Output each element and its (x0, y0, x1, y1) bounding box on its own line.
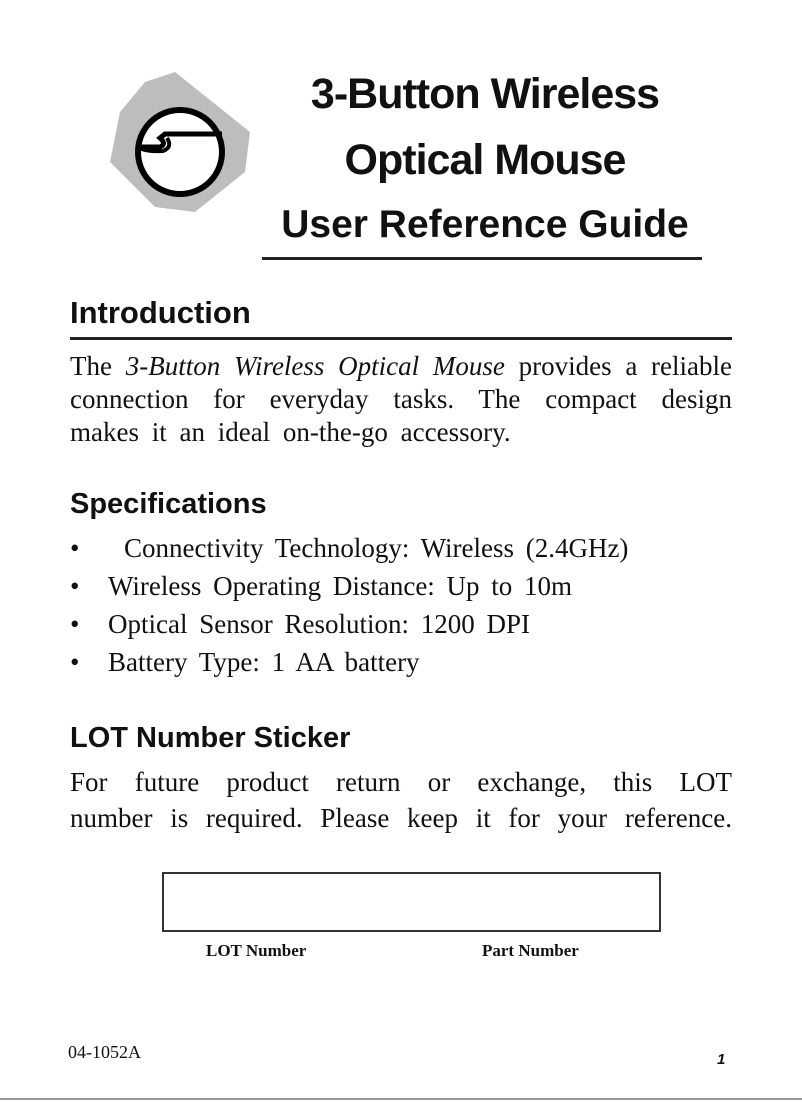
spec-item: • Optical Sensor Resolution: 1200 DPI (70, 609, 530, 639)
page-bottom-edge (0, 1098, 802, 1100)
document-code: 04-1052A (68, 1042, 141, 1062)
spec-text: Battery Type: 1 AA battery (108, 647, 420, 677)
spec-text: Connectivity Technology: Wireless (2.4GHz) (124, 533, 629, 563)
lot-sticker-heading: LOT Number Sticker (70, 722, 351, 754)
introduction-paragraph (70, 350, 732, 449)
spec-text: Wireless Operating Distance: Up to 10m (108, 571, 573, 601)
intro-line-1-rest: provides a reliable (504, 351, 732, 381)
intro-line-3: makes it an ideal on-the-go accessory. (70, 417, 511, 447)
page-number: 1 (717, 1051, 726, 1068)
lot-line-1: For future product return or exchange, this LOT (70, 767, 732, 797)
introduction-heading: Introduction (70, 295, 251, 330)
intro-line-1 (70, 350, 732, 383)
title-line-1: 3-Button Wireless (310, 70, 660, 118)
spec-item: • Wireless Operating Distance: Up to 10m (70, 571, 573, 601)
lot-line-2: number is required. Please keep it for your reference. (70, 803, 732, 833)
spec-item: • Battery Type: 1 AA battery (70, 647, 420, 677)
spec-item: • Connectivity Technology: Wireless (2.4GHz) (70, 533, 629, 563)
spec-text: Optical Sensor Resolution: 1200 DPI (108, 609, 530, 639)
lot-number-label: LOT Number (206, 941, 307, 960)
introduction-rule (70, 337, 732, 340)
lot-sticker-paragraph (70, 764, 732, 836)
subtitle-rule (262, 257, 702, 260)
subtitle: User Reference Guide (281, 203, 689, 246)
product-name: 3-Button Wireless Optical Mouse (125, 351, 505, 381)
intro-line-2: connection for everyday tasks. The compact design (70, 384, 732, 414)
specifications-heading: Specifications (70, 488, 267, 520)
intro-lead: The (70, 351, 126, 381)
title-line-2: Optical Mouse (344, 136, 626, 184)
brand-logo (105, 72, 255, 217)
part-number-label: Part Number (482, 941, 579, 960)
lot-sticker-box (162, 872, 661, 932)
